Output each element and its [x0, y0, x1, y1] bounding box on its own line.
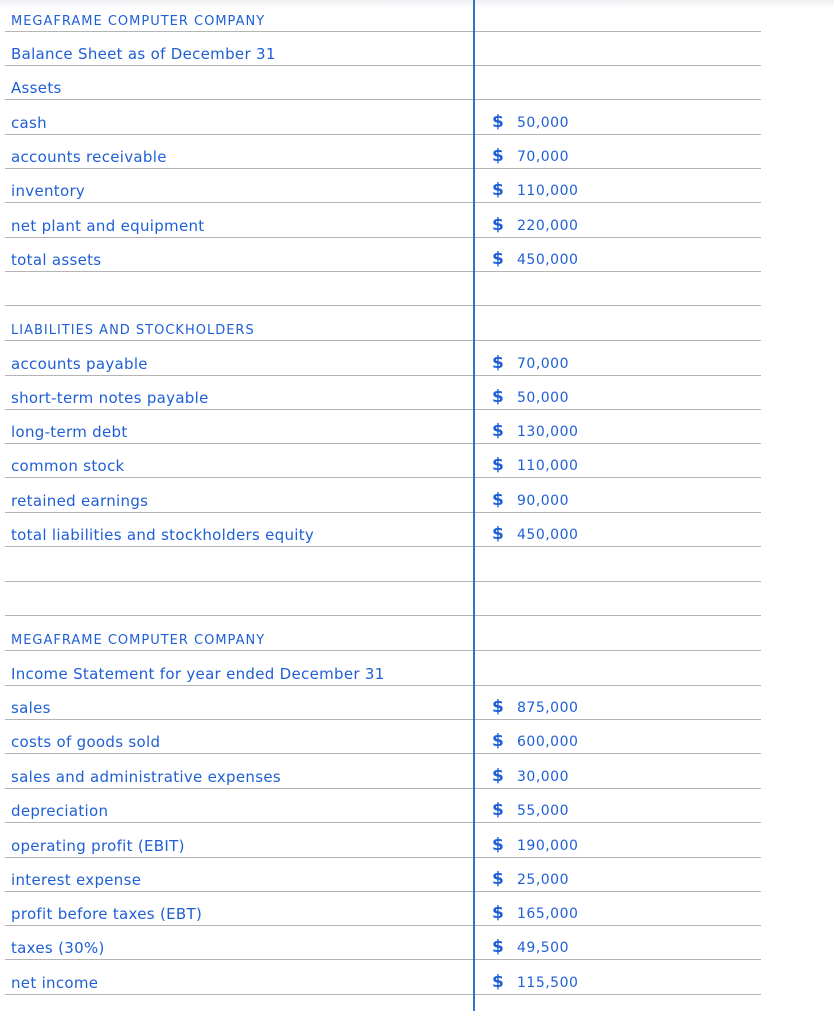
- line-item-label: cash: [11, 114, 47, 132]
- dollar-sign: $: [492, 249, 504, 269]
- line-item-label: profit before taxes (EBT): [11, 905, 203, 923]
- dollar-sign: $: [492, 766, 504, 786]
- dollar-sign: $: [492, 387, 504, 407]
- line-item-label: long-term debt: [11, 423, 128, 441]
- line-item-label: inventory: [11, 182, 86, 200]
- blank-row: [5, 271, 761, 306]
- ledger-row: [5, 168, 761, 203]
- line-item-amount: 600,000: [517, 734, 579, 750]
- dollar-sign: $: [492, 937, 504, 957]
- assets-heading: Assets: [11, 79, 62, 97]
- liabilities-heading-row: [5, 306, 761, 341]
- line-item-amount: 190,000: [517, 838, 579, 854]
- line-item-amount: 165,000: [517, 906, 579, 922]
- line-item-label: total liabilities and stockholders equity: [11, 526, 315, 544]
- income-statement-title-row: [5, 651, 761, 686]
- line-item-amount: 70,000: [517, 356, 569, 372]
- dollar-sign: $: [492, 215, 504, 235]
- line-item-amount: 55,000: [517, 803, 569, 819]
- line-item-label: taxes (30%): [11, 939, 105, 957]
- line-item-amount: 875,000: [517, 700, 579, 716]
- dollar-sign: $: [492, 180, 504, 200]
- blank-row: [5, 547, 761, 582]
- column-divider-line: [473, 0, 475, 1011]
- ledger-row: [5, 100, 761, 135]
- line-item-label: accounts payable: [11, 355, 148, 373]
- assets-heading-row: [5, 65, 761, 100]
- company-title-row: [5, 616, 761, 651]
- line-item-amount: 130,000: [517, 424, 579, 440]
- dollar-sign: $: [492, 421, 504, 441]
- company-title: MEGAFRAME COMPUTER COMPANY: [11, 14, 266, 29]
- line-item-label: short-term notes payable: [11, 389, 209, 407]
- line-item-label: operating profit (EBIT): [11, 837, 185, 855]
- ledger-row: [5, 719, 761, 754]
- blank-row: [5, 581, 761, 616]
- line-item-amount: 450,000: [517, 527, 579, 543]
- dollar-sign: $: [492, 731, 504, 751]
- line-item-label: depreciation: [11, 802, 109, 820]
- dollar-sign: $: [492, 869, 504, 889]
- ledger-row: [5, 443, 761, 478]
- line-item-label: net plant and equipment: [11, 217, 205, 235]
- line-item-amount: 25,000: [517, 872, 569, 888]
- ledger-row: [5, 788, 761, 823]
- dollar-sign: $: [492, 800, 504, 820]
- line-item-label: sales: [11, 699, 51, 717]
- dollar-sign: $: [492, 972, 504, 992]
- ledger-row: [5, 891, 761, 926]
- dollar-sign: $: [492, 524, 504, 544]
- dollar-sign: $: [492, 353, 504, 373]
- line-item-amount: 30,000: [517, 769, 569, 785]
- ledger-row: [5, 478, 761, 513]
- dollar-sign: $: [492, 697, 504, 717]
- income-statement-title: Income Statement for year ended December 31: [11, 665, 385, 683]
- dollar-sign: $: [492, 146, 504, 166]
- line-item-label: accounts receivable: [11, 148, 167, 166]
- ledger-row-total: [5, 237, 761, 272]
- ledger-row: [5, 203, 761, 238]
- ledger-row: [5, 134, 761, 169]
- company-title-row: [5, 0, 761, 32]
- line-item-amount: 220,000: [517, 218, 579, 234]
- ledger-row: [5, 857, 761, 892]
- line-item-amount: 50,000: [517, 115, 569, 131]
- ledger-row: [5, 823, 761, 858]
- ledger-row-total: [5, 960, 761, 995]
- balance-sheet-title-row: [5, 31, 761, 66]
- dollar-sign: $: [492, 835, 504, 855]
- liabilities-heading: LIABILITIES AND STOCKHOLDERS: [11, 323, 255, 338]
- balance-sheet-title: Balance Sheet as of December 31: [11, 45, 276, 63]
- line-item-amount: 110,000: [517, 458, 579, 474]
- line-item-amount: 50,000: [517, 390, 569, 406]
- line-item-amount: 49,500: [517, 940, 569, 956]
- line-item-label: common stock: [11, 457, 125, 475]
- ledger-row: [5, 409, 761, 444]
- line-item-label: interest expense: [11, 871, 142, 889]
- line-item-label: retained earnings: [11, 492, 149, 510]
- ledger-row: [5, 341, 761, 376]
- line-item-amount: 110,000: [517, 183, 579, 199]
- line-item-label: costs of goods sold: [11, 733, 161, 751]
- dollar-sign: $: [492, 903, 504, 923]
- dollar-sign: $: [492, 112, 504, 132]
- line-item-label: total assets: [11, 251, 102, 269]
- line-item-label: sales and administrative expenses: [11, 768, 281, 786]
- line-item-label: net income: [11, 974, 99, 992]
- ledger-row: [5, 375, 761, 410]
- line-item-amount: 115,500: [517, 975, 579, 991]
- dollar-sign: $: [492, 490, 504, 510]
- line-item-amount: 90,000: [517, 493, 569, 509]
- line-item-amount: 70,000: [517, 149, 569, 165]
- dollar-sign: $: [492, 455, 504, 475]
- ledger-row: [5, 925, 761, 960]
- ledger-row-total: [5, 512, 761, 547]
- line-item-amount: 450,000: [517, 252, 579, 268]
- company-title: MEGAFRAME COMPUTER COMPANY: [11, 633, 266, 648]
- ledger-row: [5, 685, 761, 720]
- ledger-row: [5, 754, 761, 789]
